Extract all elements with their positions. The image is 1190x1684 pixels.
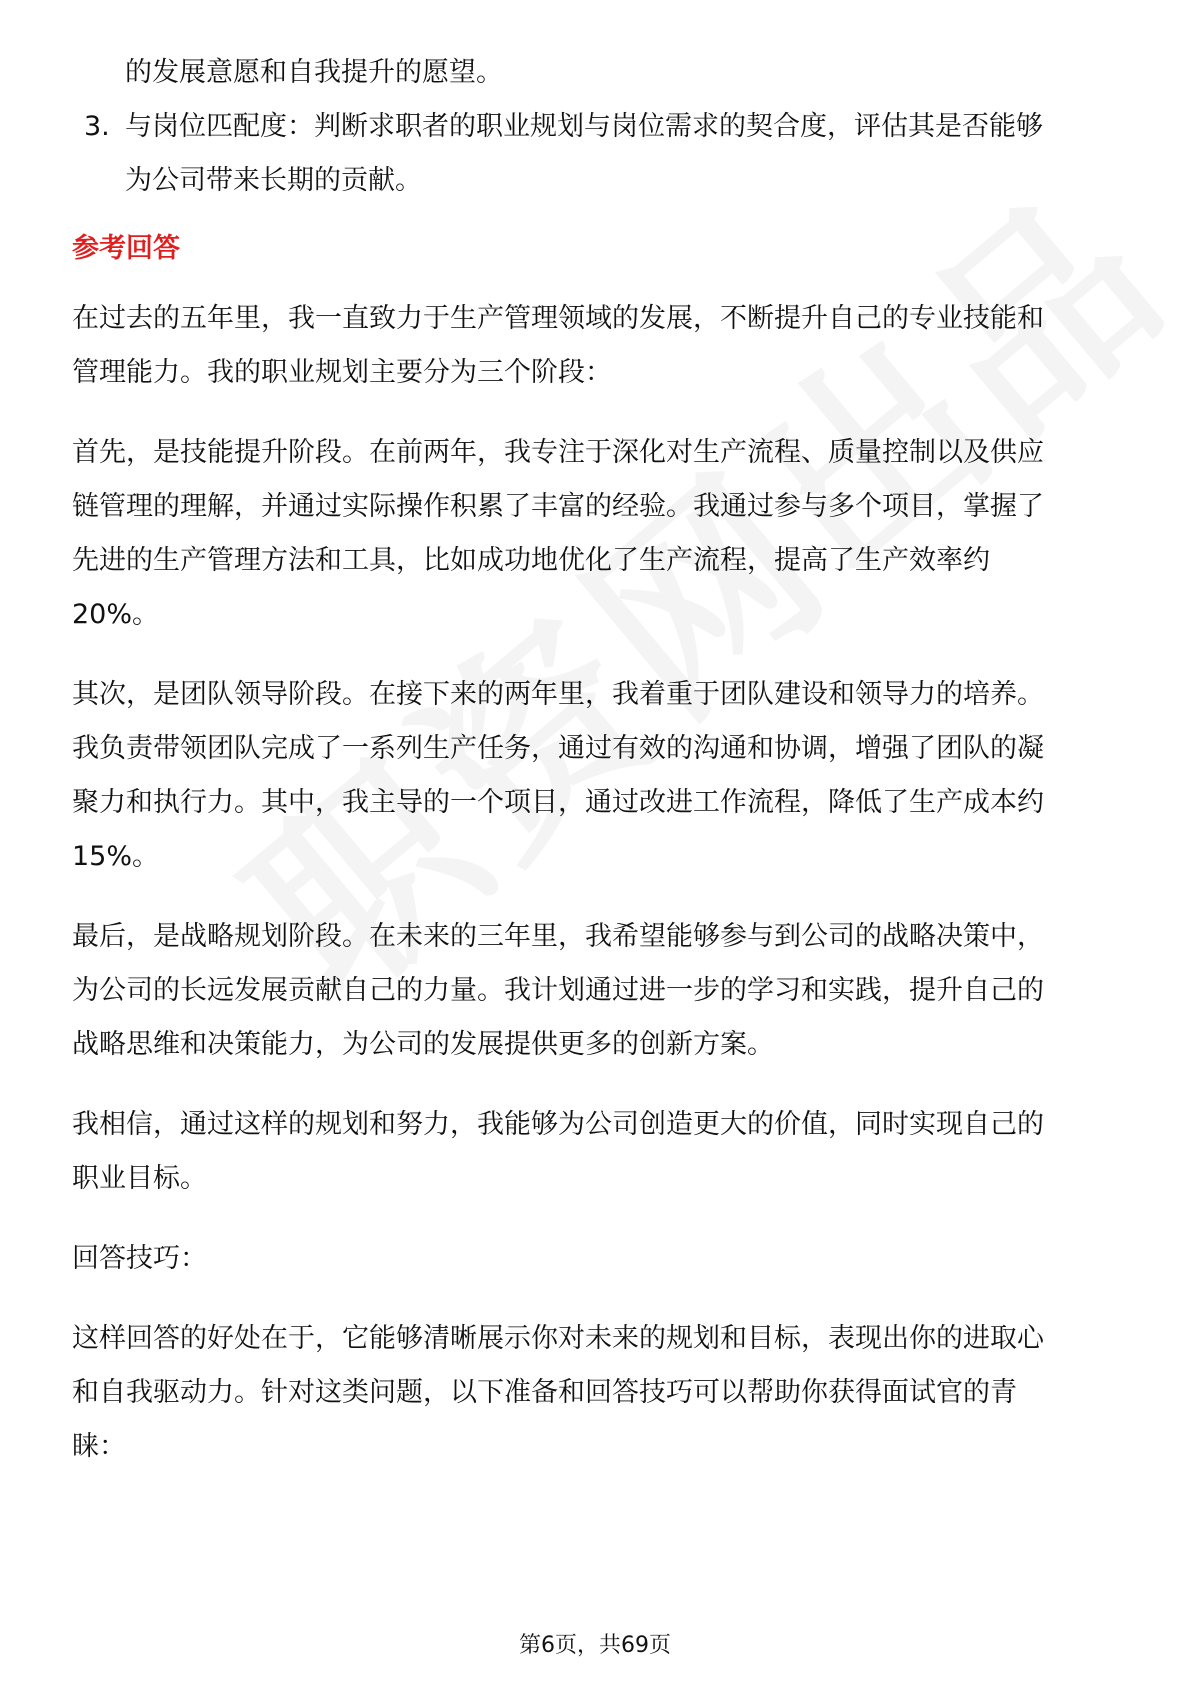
section-heading: 参考回答 (72, 233, 180, 264)
paragraph-line: 睐： (72, 1431, 126, 1462)
paragraph-line: 15%。 (72, 841, 160, 872)
tips-label: 回答技巧： (72, 1243, 207, 1274)
paragraph-line: 和自我驱动力。针对这类问题，以下准备和回答技巧可以帮助你获得面试官的青 (72, 1377, 1017, 1408)
paragraph-line: 链管理的理解，并通过实际操作积累了丰富的经验。我通过参与多个项目，掌握了 (72, 491, 1044, 522)
paragraph-line: 战略思维和决策能力，为公司的发展提供更多的创新方案。 (72, 1029, 774, 1060)
paragraph-line: 聚力和执行力。其中，我主导的一个项目，通过改进工作流程，降低了生产成本约 (72, 787, 1044, 818)
paragraph-line: 20%。 (72, 599, 160, 630)
paragraph-line: 先进的生产管理方法和工具，比如成功地优化了生产流程，提高了生产效率约 (72, 545, 990, 576)
paragraph-line: 其次，是团队领导阶段。在接下来的两年里，我着重于团队建设和领导力的培养。 (72, 679, 1044, 710)
intro-continuation: 的发展意愿和自我提升的愿望。 (125, 57, 503, 88)
paragraph-line: 管理能力。我的职业规划主要分为三个阶段： (72, 357, 612, 388)
paragraph-line: 职业目标。 (72, 1163, 207, 1194)
paragraph-line: 我负责带领团队完成了一系列生产任务，通过有效的沟通和协调，增强了团队的凝 (72, 733, 1044, 764)
paragraph-line: 在过去的五年里，我一直致力于生产管理领域的发展，不断提升自己的专业技能和 (72, 303, 1044, 334)
watermark (180, 113, 1190, 1051)
list-item-line: 为公司带来长期的贡献。 (125, 165, 422, 196)
page-footer: 第6页，共69页 (519, 1633, 671, 1658)
paragraph-line: 这样回答的好处在于，它能够清晰展示你对未来的规划和目标，表现出你的进取心 (72, 1323, 1044, 1354)
paragraph-line: 我相信，通过这样的规划和努力，我能够为公司创造更大的价值，同时实现自己的 (72, 1109, 1044, 1140)
paragraph-line: 最后，是战略规划阶段。在未来的三年里，我希望能够参与到公司的战略决策中， (72, 921, 1044, 952)
list-item-number: 3. (84, 111, 110, 142)
paragraph-line: 首先，是技能提升阶段。在前两年，我专注于深化对生产流程、质量控制以及供应 (72, 437, 1044, 468)
list-item-line: 与岗位匹配度：判断求职者的职业规划与岗位需求的契合度，评估其是否能够 (125, 111, 1043, 142)
paragraph-line: 为公司的长远发展贡献自己的力量。我计划通过进一步的学习和实践，提升自己的 (72, 975, 1044, 1006)
